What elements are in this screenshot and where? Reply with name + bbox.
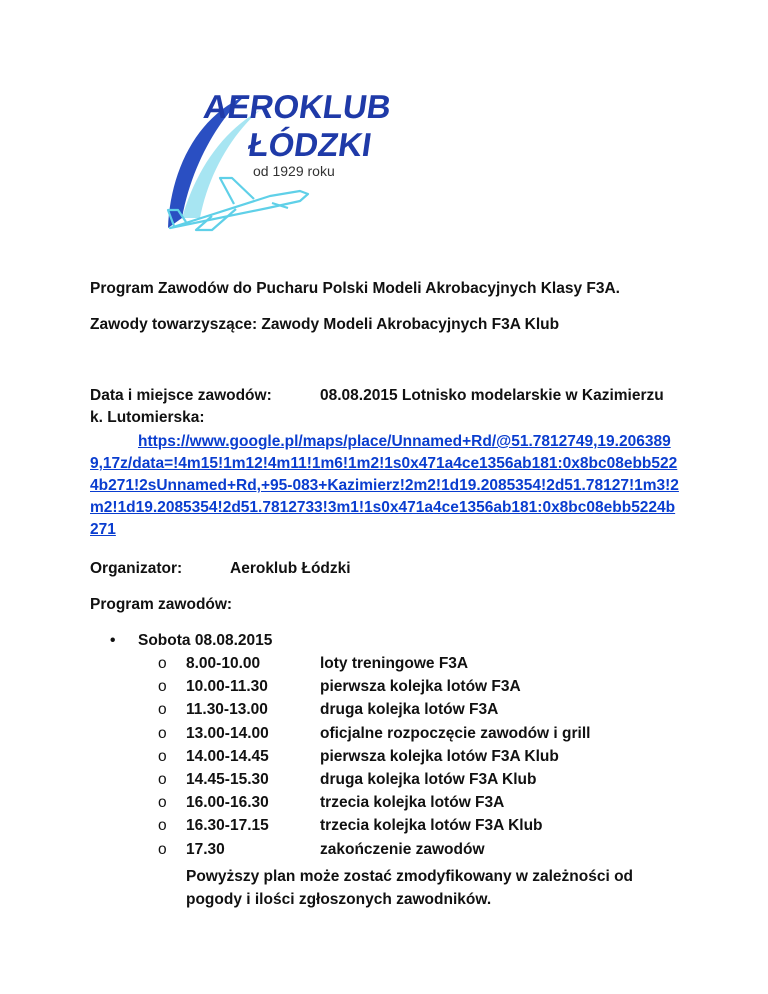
schedule-time: 8.00-10.00 bbox=[186, 655, 261, 672]
date-label: Data i miejsce zawodów: bbox=[90, 387, 272, 404]
circle-bullet-icon: o bbox=[158, 840, 167, 858]
schedule-desc: zakończenie zawodów bbox=[320, 840, 485, 858]
aeroklub-logo bbox=[150, 78, 400, 238]
document-subtitle: Zawody towarzyszące: Zawody Modeli Akrobacyjnych F3A Klub bbox=[90, 316, 560, 333]
schedule-desc: oficjalne rozpoczęcie zawodów i grill bbox=[320, 724, 591, 742]
schedule-desc: loty treningowe F3A bbox=[320, 655, 469, 672]
date-value-continued: k. Lutomierska: bbox=[90, 409, 205, 426]
schedule-time: 16.30-17.15 bbox=[186, 817, 269, 835]
schedule-time: 10.00-11.30 bbox=[186, 678, 268, 696]
schedule-time: 13.00-14.00 bbox=[186, 724, 269, 742]
circle-bullet-icon: o bbox=[158, 770, 167, 788]
schedule-desc: druga kolejka lotów F3A Klub bbox=[320, 770, 537, 788]
schedule-time: 14.45-15.30 bbox=[186, 770, 269, 788]
program-label: Program zawodów: bbox=[90, 596, 233, 613]
document-title: Program Zawodów do Pucharu Polski Modeli Akrobacyjnych Klasy F3A. bbox=[90, 280, 620, 297]
circle-bullet-icon: o bbox=[158, 678, 167, 696]
circle-bullet-icon: o bbox=[158, 817, 167, 835]
schedule-time: 14.00-14.45 bbox=[186, 747, 269, 765]
schedule-desc: trzecia kolejka lotów F3A bbox=[320, 794, 505, 812]
schedule-desc: pierwsza kolejka lotów F3A Klub bbox=[320, 747, 559, 765]
circle-bullet-icon: o bbox=[158, 655, 167, 672]
circle-bullet-icon: o bbox=[158, 724, 167, 742]
logo-line3: od 1929 roku bbox=[253, 163, 335, 179]
schedule-time: 17.30 bbox=[186, 840, 225, 858]
day-heading bbox=[110, 632, 272, 650]
logo-line2: ŁÓDZKI bbox=[245, 127, 374, 164]
map-link[interactable]: https://www.google.pl/maps/place/Unnamed+Rd/@51.7812749,19.2063899,17z/data=!4m15!1m12!4m11!1m6!1m2!1s0x471a4ce1356ab181:0x8bc08ebb5224b271!2sUnnamed+Rd,+95-083+Kazimierz!2m2!1d19.2085354!2d51.78127!1m3!2m2!1d19.2085354!2d51.7812733!3m1!1s0x471a4ce1356ab181:0x8bc08ebb5224b271 bbox=[90, 433, 679, 538]
schedule-time: 11.30-13.00 bbox=[186, 701, 268, 719]
day-label: Sobota 08.08.2015 bbox=[138, 632, 273, 649]
circle-bullet-icon: o bbox=[158, 701, 167, 719]
schedule-desc: pierwsza kolejka lotów F3A bbox=[320, 678, 521, 696]
organizer-label: Organizator: bbox=[90, 560, 183, 577]
organizer-value: Aeroklub Łódzki bbox=[230, 560, 351, 577]
schedule-desc: trzecia kolejka lotów F3A Klub bbox=[320, 817, 543, 835]
circle-bullet-icon: o bbox=[158, 747, 167, 765]
bullet-icon: • bbox=[110, 632, 116, 649]
logo-line1: AEROKLUB bbox=[201, 89, 394, 126]
schedule-desc: druga kolejka lotów F3A bbox=[320, 701, 499, 719]
date-value: 08.08.2015 Lotnisko modelarskie w Kazimierzu bbox=[320, 387, 664, 404]
schedule-note: Powyższy plan może zostać zmodyfikowany w zależności od pogody i ilości zgłoszonych zawodników. bbox=[186, 868, 634, 908]
circle-bullet-icon: o bbox=[158, 794, 167, 812]
schedule-time: 16.00-16.30 bbox=[186, 794, 269, 812]
